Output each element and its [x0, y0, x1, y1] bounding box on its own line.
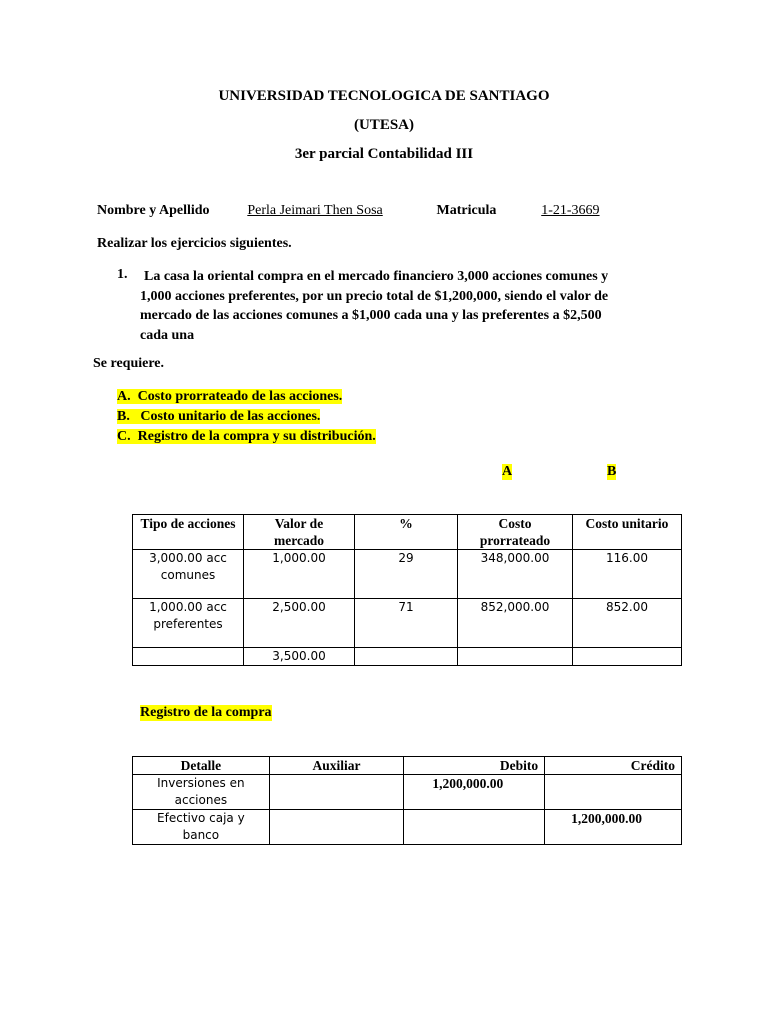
requirements-list	[117, 387, 376, 447]
header-cell: Auxiliar	[269, 757, 404, 775]
id-label: Matricula	[436, 203, 497, 218]
exercise-line: cada una	[140, 327, 195, 343]
header-cell: Tipo de acciones	[133, 515, 244, 550]
column-marker-b: B	[607, 464, 617, 479]
table-cell: 852,000.00	[458, 599, 573, 648]
exercise-line: 1,000 acciones preferentes, por un precio total de $1,200,000, siendo el valor de	[140, 288, 609, 304]
table-cell	[269, 810, 404, 845]
table-row	[133, 648, 682, 666]
exercise-text	[140, 267, 608, 345]
student-line	[97, 203, 638, 219]
table-cell	[355, 648, 458, 666]
table-cell: 71	[355, 599, 458, 648]
table-cell	[545, 775, 682, 810]
header-cell: Debito	[404, 757, 545, 775]
university-acronym: (UTESA)	[353, 117, 414, 133]
exercise-number: 1.	[117, 267, 128, 282]
table-cell	[458, 648, 573, 666]
header-cell: Crédito	[545, 757, 682, 775]
header-cell: Costo prorrateado	[458, 515, 573, 550]
table-cell: 1,200,000.00	[545, 810, 682, 845]
requirement-item-highlight: A. Costo prorrateado de las acciones.	[117, 389, 343, 404]
table-cell: 3,000.00 acc comunes	[133, 550, 244, 599]
column-marker-a: A	[502, 464, 513, 479]
name-value: Perla Jeimari Then Sosa	[247, 203, 383, 218]
table-row	[133, 599, 682, 648]
allocation-table	[132, 514, 682, 666]
table-cell: 1,000.00	[244, 550, 355, 599]
table-cell: 116.00	[573, 550, 682, 599]
requirements-title: Se requiere.	[93, 356, 165, 371]
table-cell: 1,000.00 acc preferentes	[133, 599, 244, 648]
requirement-item	[117, 407, 376, 427]
table-header-row	[133, 515, 682, 550]
requirement-item	[117, 427, 376, 447]
requirement-item	[117, 387, 376, 407]
table-cell	[133, 648, 244, 666]
table-cell: Inversiones en acciones	[133, 775, 270, 810]
university-title: UNIVERSIDAD TECNOLOGICA DE SANTIAGO	[218, 88, 550, 104]
name-label: Nombre y Apellido	[97, 203, 210, 218]
table-row	[133, 810, 682, 845]
header-cell: Detalle	[133, 757, 270, 775]
exercise-line: mercado de las acciones comunes a $1,000 cada una y las preferentes a $2,500	[140, 308, 602, 323]
exam-title: 3er parcial Contabilidad III	[294, 146, 474, 162]
exercise-line: La casa la oriental compra en el mercado financiero 3,000 acciones comunes y	[144, 269, 609, 284]
table-row	[133, 775, 682, 810]
table-cell: 29	[355, 550, 458, 599]
requirement-item-highlight: C. Registro de la compra y su distribución.	[117, 429, 376, 444]
table-cell: Efectivo caja y banco	[133, 810, 270, 845]
table-header-row	[133, 757, 682, 775]
registro-title: Registro de la compra	[140, 705, 272, 720]
table-cell	[404, 810, 545, 845]
table-cell: 852.00	[573, 599, 682, 648]
table-cell: 348,000.00	[458, 550, 573, 599]
id-value: 1-21-3669	[541, 203, 600, 218]
table-cell: 1,200,000.00	[404, 775, 545, 810]
header-cell: Valor de mercado	[244, 515, 355, 550]
table-cell: 2,500.00	[244, 599, 355, 648]
requirement-item-highlight: B. Costo unitario de las acciones.	[117, 409, 321, 424]
table-cell: 3,500.00	[244, 648, 355, 666]
header-cell: Costo unitario	[573, 515, 682, 550]
table-cell	[573, 648, 682, 666]
table-cell	[269, 775, 404, 810]
header-cell: %	[355, 515, 458, 550]
journal-table	[132, 756, 682, 845]
table-row	[133, 550, 682, 599]
instructions: Realizar los ejercicios siguientes.	[97, 236, 292, 251]
